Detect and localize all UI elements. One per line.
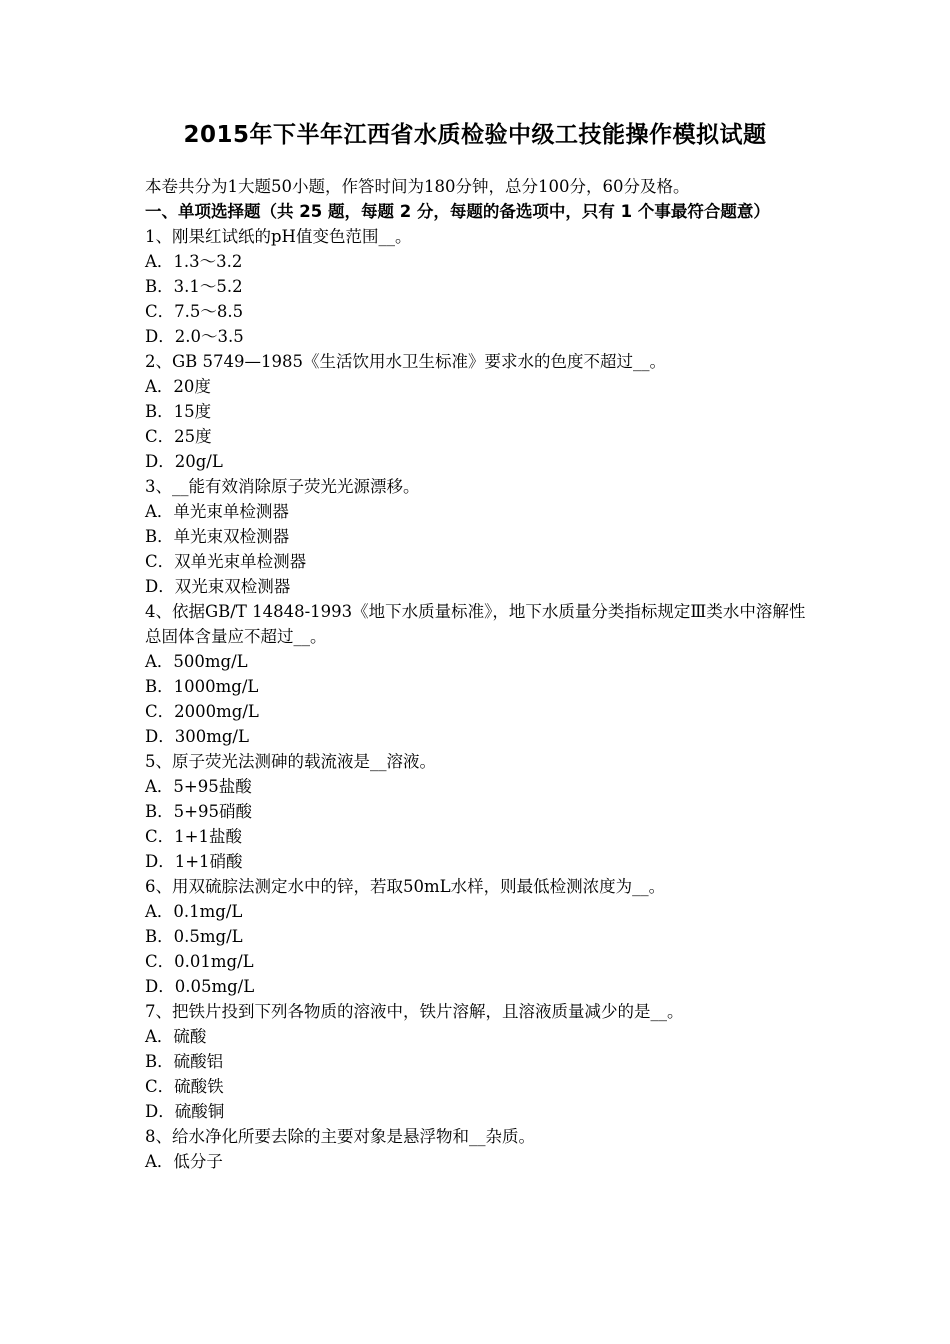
option-a: A．单光束单检测器	[145, 502, 289, 521]
option-c: C．硫酸铁	[145, 1077, 224, 1096]
option-b: B．单光束双检测器	[145, 527, 290, 546]
option-a: A．0.1mg/L	[145, 902, 243, 921]
question-block	[145, 349, 813, 474]
option-d: D．300mg/L	[145, 727, 249, 746]
question-block	[145, 599, 813, 749]
question-stem: 7、把铁片投到下列各物质的溶液中，铁片溶解，且溶液质量减少的是__。	[145, 1002, 684, 1021]
question-stem: 8、给水净化所要去除的主要对象是悬浮物和__杂质。	[145, 1127, 535, 1146]
option-d: D．0.05mg/L	[145, 977, 255, 996]
option-d: D．硫酸铜	[145, 1102, 225, 1121]
option-c: C．1+1盐酸	[145, 827, 242, 846]
question-block	[145, 224, 813, 349]
question-block	[145, 474, 813, 599]
option-a: A．1.3～3.2	[145, 252, 243, 271]
question-stem: 5、原子荧光法测砷的载流液是__溶液。	[145, 752, 436, 771]
option-b: B．硫酸铝	[145, 1052, 224, 1071]
option-b: B．3.1～5.2	[145, 277, 243, 296]
option-d: D．双光束双检测器	[145, 577, 291, 596]
question-block	[145, 1124, 813, 1174]
option-b: B．0.5mg/L	[145, 927, 243, 946]
option-c: C．25度	[145, 427, 212, 446]
question-stem: 2、GB 5749—1985《生活饮用水卫生标准》要求水的色度不超过__。	[145, 352, 667, 371]
option-a: A．低分子	[145, 1152, 223, 1171]
option-a: A．5+95盐酸	[145, 777, 252, 796]
option-c: C．双单光束单检测器	[145, 552, 307, 571]
option-a: A．硫酸	[145, 1027, 207, 1046]
option-a: A．20度	[145, 377, 211, 396]
question-stem: 1、刚果红试纸的pH值变色范围__。	[145, 227, 412, 246]
option-b: B．15度	[145, 402, 212, 421]
intro-text: 本卷共分为1大题50小题，作答时间为180分钟，总分100分，60分及格。	[145, 177, 690, 196]
document-body	[145, 174, 813, 1174]
question-block	[145, 874, 813, 999]
page-title: 2015年下半年江西省水质检验中级工技能操作模拟试题	[183, 122, 767, 148]
option-d: D．1+1硝酸	[145, 852, 243, 871]
option-b: B．5+95硝酸	[145, 802, 252, 821]
option-c: C．0.01mg/L	[145, 952, 254, 971]
option-a: A．500mg/L	[145, 652, 248, 671]
option-c: C．2000mg/L	[145, 702, 259, 721]
option-d: D．20g/L	[145, 452, 223, 471]
question-stem: 6、用双硫腙法测定水中的锌，若取50mL水样，则最低检测浓度为__。	[145, 877, 666, 896]
option-b: B．1000mg/L	[145, 677, 259, 696]
section-heading: 一、单项选择题（共 25 题，每题 2 分，每题的备选项中，只有 1 个事最符合题意）	[145, 202, 770, 221]
option-d: D．2.0～3.5	[145, 327, 244, 346]
question-stem: 4、依据GB/T 14848-1993《地下水质量标准》，地下水质量分类指标规定Ⅲ类水中溶解性总固体含量应不超过__。	[145, 602, 806, 646]
question-stem: 3、__能有效消除原子荧光光源漂移。	[145, 477, 420, 496]
question-block	[145, 999, 813, 1124]
option-c: C．7.5～8.5	[145, 302, 244, 321]
question-block	[145, 749, 813, 874]
